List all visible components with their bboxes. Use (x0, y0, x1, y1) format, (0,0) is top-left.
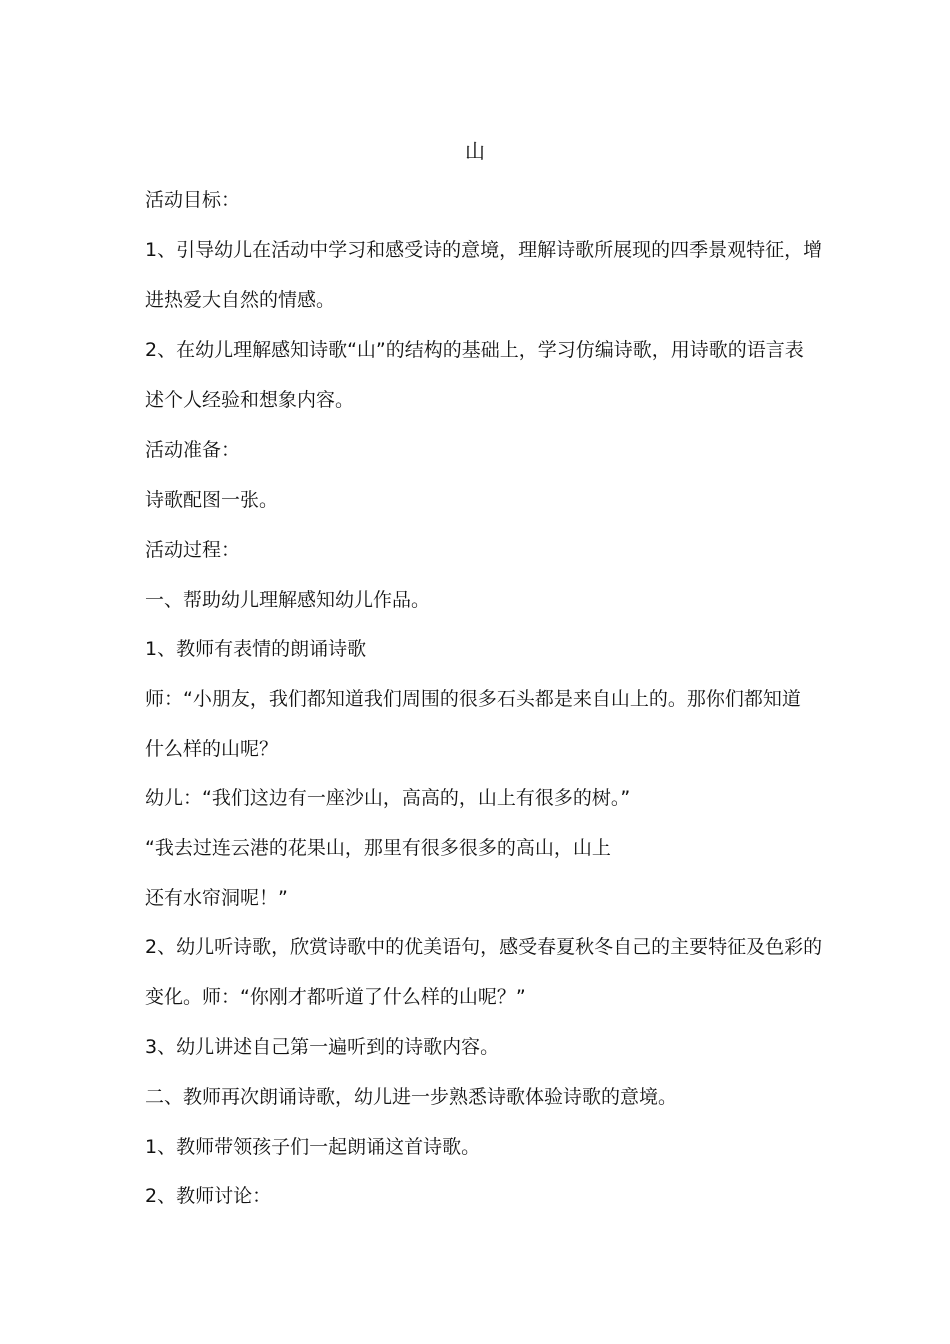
text-line: 进热爱大自然的情感。 (145, 289, 336, 311)
text-line: 还有水帘洞呢！” (145, 887, 288, 909)
text-line: 1、教师有表情的朗诵诗歌 (145, 638, 367, 660)
text-line: 2、教师讨论： (145, 1185, 272, 1207)
text-line: 变化。师：“你刚才都听道了什么样的山呢？” (145, 986, 526, 1008)
text-line: 什么样的山呢？ (145, 738, 279, 760)
text-line: 3、幼儿讲述自己第一遍听到的诗歌内容。 (145, 1036, 500, 1058)
text-line: “我去过连云港的花果山，那里有很多很多的高山，山上 (145, 837, 611, 859)
text-line: 2、幼儿听诗歌，欣赏诗歌中的优美语句，感受春夏秋冬自己的主要特征及色彩的 (145, 936, 823, 958)
text-line: 1、引导幼儿在活动中学习和感受诗的意境，理解诗歌所展现的四季景观特征，增 (145, 239, 823, 261)
text-line: 2、在幼儿理解感知诗歌“山”的结构的基础上，学习仿编诗歌，用诗歌的语言表 (145, 339, 804, 361)
text-line: 师：“小朋友，我们都知道我们周围的很多石头都是来自山上的。那你们都知道 (145, 688, 801, 710)
text-line: 一、帮助幼儿理解感知幼儿作品。 (145, 589, 431, 611)
text-line: 活动准备： (145, 439, 241, 461)
text-line: 二、教师再次朗诵诗歌，幼儿进一步熟悉诗歌体验诗歌的意境。 (145, 1086, 678, 1108)
text-line: 述个人经验和想象内容。 (145, 389, 355, 411)
page-title: 山 (465, 139, 485, 163)
text-line: 活动过程： (145, 539, 241, 561)
text-line: 诗歌配图一张。 (145, 489, 279, 511)
text-line: 1、教师带领孩子们一起朗诵这首诗歌。 (145, 1136, 481, 1158)
text-line: 活动目标： (145, 189, 241, 211)
text-line: 幼儿：“我们这边有一座沙山，高高的，山上有很多的树。” (145, 787, 631, 809)
